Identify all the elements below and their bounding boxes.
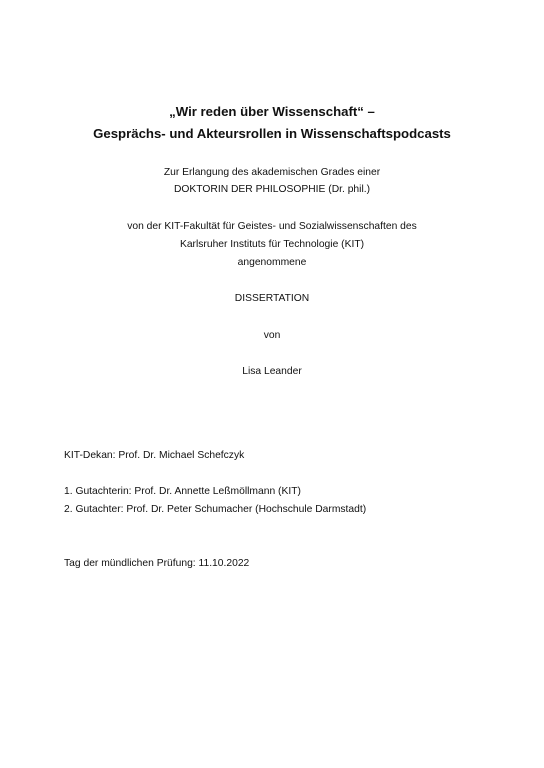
faculty-line-3: angenommene <box>237 257 307 268</box>
document-type: DISSERTATION <box>234 293 310 304</box>
thesis-title-line-2: Gesprächs- und Akteursrollen in Wissenschaftspodcasts <box>93 126 451 141</box>
faculty-line-2: Karlsruher Instituts für Technologie (KIT) <box>179 239 365 250</box>
exam-date: Tag der mündlichen Prüfung: 11.10.2022 <box>64 558 250 569</box>
degree-line-2: DOKTORIN DER PHILOSOPHIE (Dr. phil.) <box>173 184 371 195</box>
by-label: von <box>263 330 281 341</box>
author-name: Lisa Leander <box>242 366 302 377</box>
degree-line-1: Zur Erlangung des akademischen Grades einer <box>163 167 381 178</box>
thesis-title-line-1: „Wir reden über Wissenschaft“ – <box>169 104 375 119</box>
faculty-line-1: von der KIT-Fakultät für Geistes- und Sozialwissenschaften des <box>127 221 417 232</box>
first-reviewer: 1. Gutachterin: Prof. Dr. Annette Leßmöllmann (KIT) <box>64 486 301 497</box>
dean-line: KIT-Dekan: Prof. Dr. Michael Schefczyk <box>64 450 245 461</box>
second-reviewer: 2. Gutachter: Prof. Dr. Peter Schumacher (Hochschule Darmstadt) <box>64 504 367 515</box>
